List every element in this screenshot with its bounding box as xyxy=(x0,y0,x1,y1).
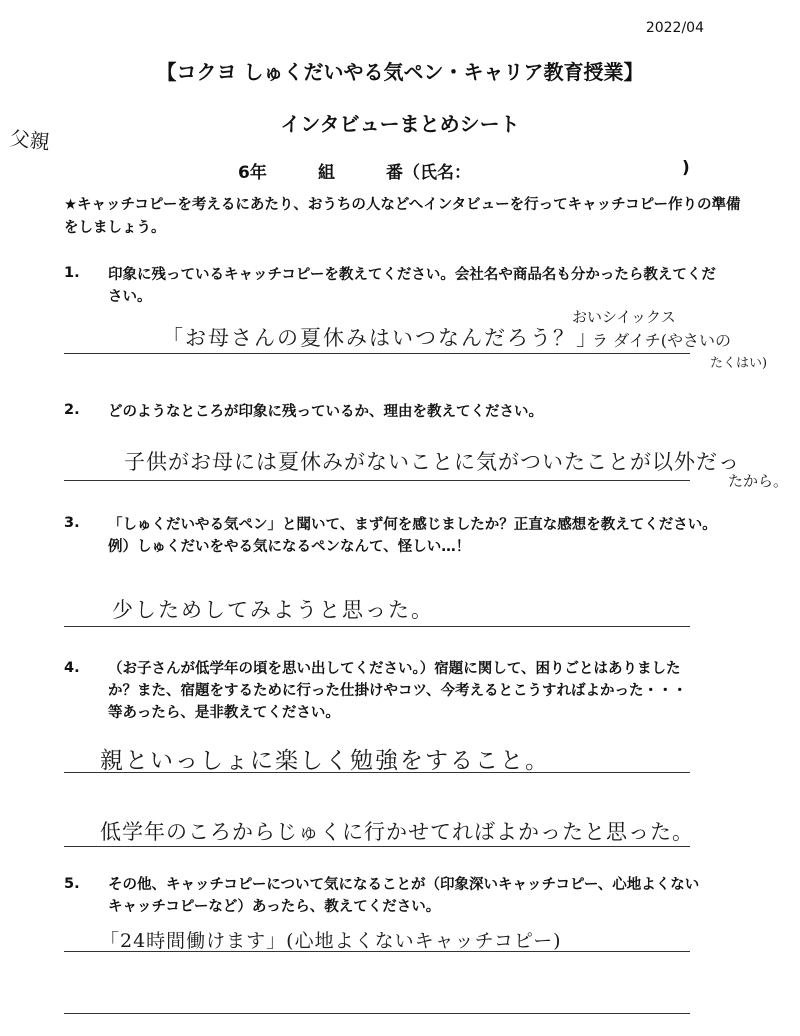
number-name-label: 番（氏名： xyxy=(386,163,471,183)
question-3-text-line-1: 「しゅくだいやる気ペン」と聞いて、まず何を感じましたか？正直な感想を教えてください。 xyxy=(108,517,717,533)
answer-2-line xyxy=(64,480,690,481)
question-3-number: 3. xyxy=(64,515,80,531)
answer-4-line-2 xyxy=(64,846,690,847)
answer-1-extra-2: ラ ダイチ(やさいの xyxy=(592,331,732,350)
question-1-number: 1. xyxy=(64,265,80,281)
answer-3-line xyxy=(64,626,690,627)
name-close-paren: ) xyxy=(682,158,690,178)
question-4-text: （お子さんが低学年の頃を思い出してください。）宿題に関して、困りごとはありましたか？また、宿題をするために行った仕掛けやコツ、今考えるとこうすればよかった・・・等あったら、是非教えてください。 xyxy=(108,661,687,721)
answer-1-line xyxy=(64,353,690,354)
answer-3-handwritten: 少しためしてみようと思った。 xyxy=(112,598,434,622)
question-5-text: その他、キャッチコピーについて気になることが（印象深いキャッチコピー、心地よくないキャッチコピーなど）あったら、教えてください。 xyxy=(108,877,700,915)
answer-2-handwritten: 子供がお母には夏休みがないことに気がついたことが以外だっ xyxy=(124,450,740,474)
question-5-number: 5. xyxy=(64,876,80,892)
class-label: 組 xyxy=(318,163,335,183)
answer-2-continuation: たから。 xyxy=(728,472,789,490)
question-1-text: 印象に残っているキャッチコピーを教えてください。会社名や商品名も分かったら教えてください。 xyxy=(108,267,716,305)
question-2-text: どのようなところが印象に残っているか、理由を教えてください。 xyxy=(108,404,543,420)
intro-text: ★キャッチコピーを考えるにあたり、おうちの人などへインタビューを行ってキャッチコピー作りの準備をしましょう。 xyxy=(64,197,741,236)
answer-4-handwritten-1: 親といっしょに楽しく勉強をすること。 xyxy=(100,748,550,774)
side-note-handwritten: 父親 xyxy=(8,125,51,155)
question-4-number: 4. xyxy=(64,660,80,676)
answer-4-line-1 xyxy=(64,772,690,773)
answer-5-line-1 xyxy=(64,951,690,952)
answer-1-extra-3: たくはい) xyxy=(710,356,768,371)
date: 2022/04 xyxy=(645,20,704,36)
question-2-number: 2. xyxy=(64,402,80,418)
sheet-subtitle: インタビューまとめシート xyxy=(280,112,520,136)
sheet-title: 【コクヨ しゅくだいやる気ペン・キャリア教育授業】 xyxy=(156,60,644,84)
answer-5-handwritten: 「24時間働けます」(心地よくないキャッチコピー) xyxy=(100,930,562,952)
answer-5-line-2 xyxy=(64,1013,690,1014)
question-3-text-line-2: 例）しゅくだいをやる気になるペンなんて、怪しい…！ xyxy=(108,539,471,555)
answer-1-handwritten: 「お母さんの夏休みはいつなんだろう？」 xyxy=(162,326,599,350)
answer-4-handwritten-2: 低学年のころからじゅくに行かせてればよかったと思った。 xyxy=(100,820,694,844)
grade-label: 6年 xyxy=(238,163,267,183)
answer-1-extra-1: おいシイックス xyxy=(572,308,676,326)
